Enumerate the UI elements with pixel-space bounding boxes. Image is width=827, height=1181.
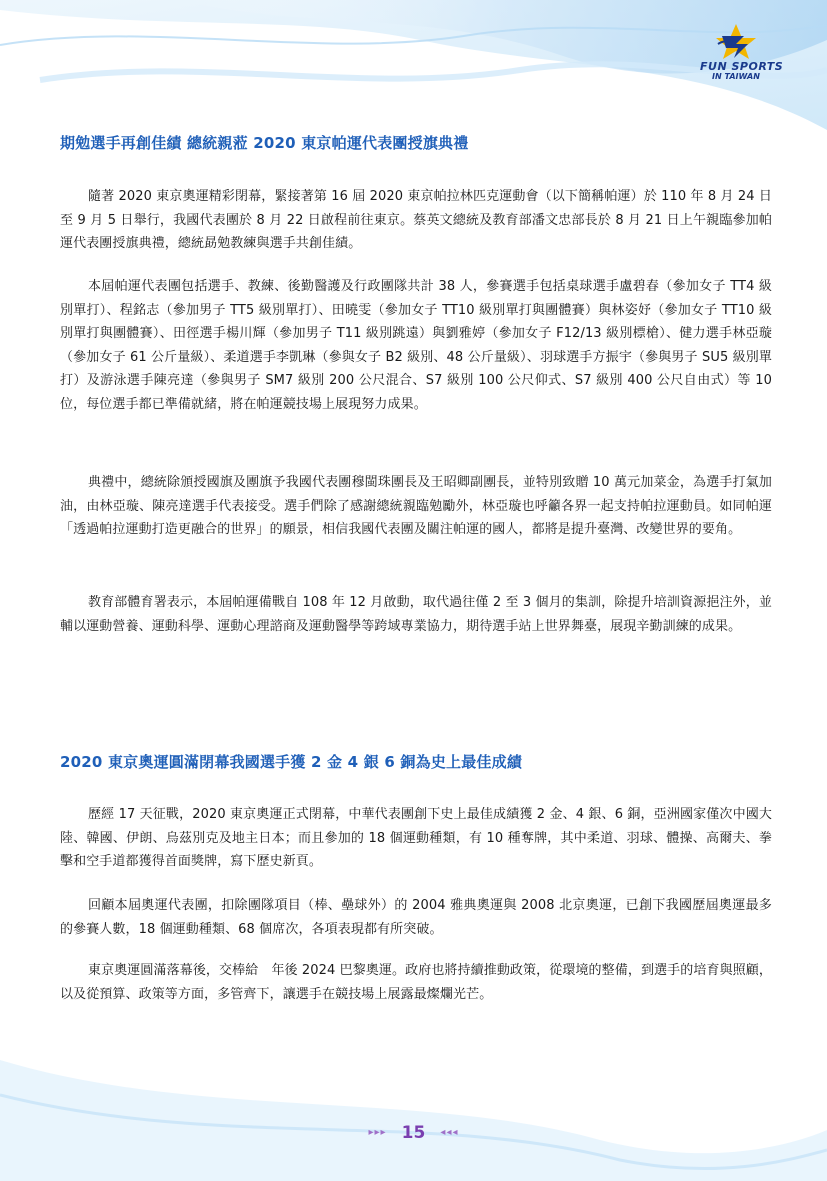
section-1-paragraph-1: 隨著 2020 東京奧運精彩閉幕，緊接著第 16 屆 2020 東京帕拉林匹克運動會（以下簡稱帕運）於 110 年 8 月 24 日至 9 月 5 日舉行，我國代表團於 8 月 22 日啟程前往東京。蔡英文總統及教育部潘文忠部長於 8 月 21 日上午親臨參加帕運代表團授旗典禮，總統勗勉教練與選手共創佳績。 xyxy=(60,189,772,251)
section-2-title: 2020 東京奧運圓滿閉幕我國選手獲 2 金 4 銀 6 銅為史上最佳成績 xyxy=(60,753,523,771)
section-2-paragraph-2: 回顧本屆奧運代表團，扣除團隊項目（棒、壘球外）的 2004 雅典奧運與 2008 北京奧運，已創下我國歷屆奧運最多的參賽人數，18 個運動種類、68 個席次，各項表現都有所突破。 xyxy=(60,898,772,937)
logo-line-2: IN TAIWAN xyxy=(712,72,760,81)
section-1-paragraph-4: 教育部體育署表示，本屆帕運備戰自 108 年 12 月啟動，取代過往僅 2 至 3 個月的集訓，除提升培訓資源挹注外，並輔以運動營養、運動科學、運動心理諮商及運動醫學等跨域專業協力，期待選手站上世界舞臺，展現辛勤訓練的成果。 xyxy=(60,595,772,634)
section-2-paragraph-1: 歷經 17 天征戰，2020 東京奧運正式閉幕，中華代表團創下史上最佳成績獲 2 金、4 銀、6 銅，亞洲國家僅次中國大陸、韓國、伊朗、烏茲別克及地主日本；而且參加的 18 個運動種類，有 10 種奪牌，其中柔道、羽球、體操、高爾夫、拳擊和空手道都獲得首面獎牌，寫下歷史新頁。 xyxy=(60,807,772,869)
section-1-paragraph-3: 典禮中，總統除頒授國旗及團旗予我國代表團穆閩珠團長及王昭卿副團長，並特別致贈 10 萬元加菜金，為選手打氣加油，由林亞璇、陳亮達選手代表接受。選手們除了感謝總統親臨勉勵外，林亞璇也呼籲各界一起支持帕拉運動員。如同帕運「透過帕拉運動打造更融合的世界」的願景，相信我國代表團及關注帕運的國人，都將是提升臺灣、改變世界的要角。 xyxy=(60,475,772,537)
logo-line-1: FUN SPORTS xyxy=(700,60,784,73)
page-footer xyxy=(0,1122,827,1143)
page-arrow-icon: ◂◂◂ xyxy=(440,1127,459,1138)
section-1-title: 期勉選手再創佳績 總統親蒞 2020 東京帕運代表團授旗典禮 xyxy=(60,134,469,152)
page-number: 15 xyxy=(401,1122,426,1143)
page-arrow-icon: ▸▸▸ xyxy=(368,1127,387,1138)
fun-sports-logo xyxy=(700,22,784,90)
fun-sports-logo-icon xyxy=(714,22,758,60)
section-1-paragraph-2: 本屆帕運代表團包括選手、教練、後勤醫護及行政團隊共計 38 人，參賽選手包括桌球選手盧碧春（參加女子 TT4 級別單打）、程銘志（參加男子 TT5 級別單打）、田曉雯（參加女子 TT10 級別單打與團體賽）與林姿妤（參加女子 TT10 級別單打與團體賽）、田徑選手楊川輝（參加男子 T11 級別跳遠）與劉雅婷（參加女子 F12/13 級別標槍）、健力選手林亞璇（參加女子 61 公斤量級）、柔道選手李凱琳（參與女子 B2 級別、48 公斤量級）、羽球選手方振宇（參與男子 SU5 級別單打）及游泳選手陳亮達（參與男子 SM7 級別 200 公尺混合、S7 級別 100 公尺仰式、S7 級別 400 公尺自由式）等 10 位，每位選手都已準備就緒，將在帕運競技場上展現努力成果。 xyxy=(60,279,772,412)
section-2-paragraph-3: 東京奧運圓滿落幕後，交棒給 年後 2024 巴黎奧運。政府也將持續推動政策，從環境的整備，到選手的培育與照顧，以及從預算、政策等方面，多管齊下，讓選手在競技場上展露最燦爛光芒。 xyxy=(60,963,772,1002)
